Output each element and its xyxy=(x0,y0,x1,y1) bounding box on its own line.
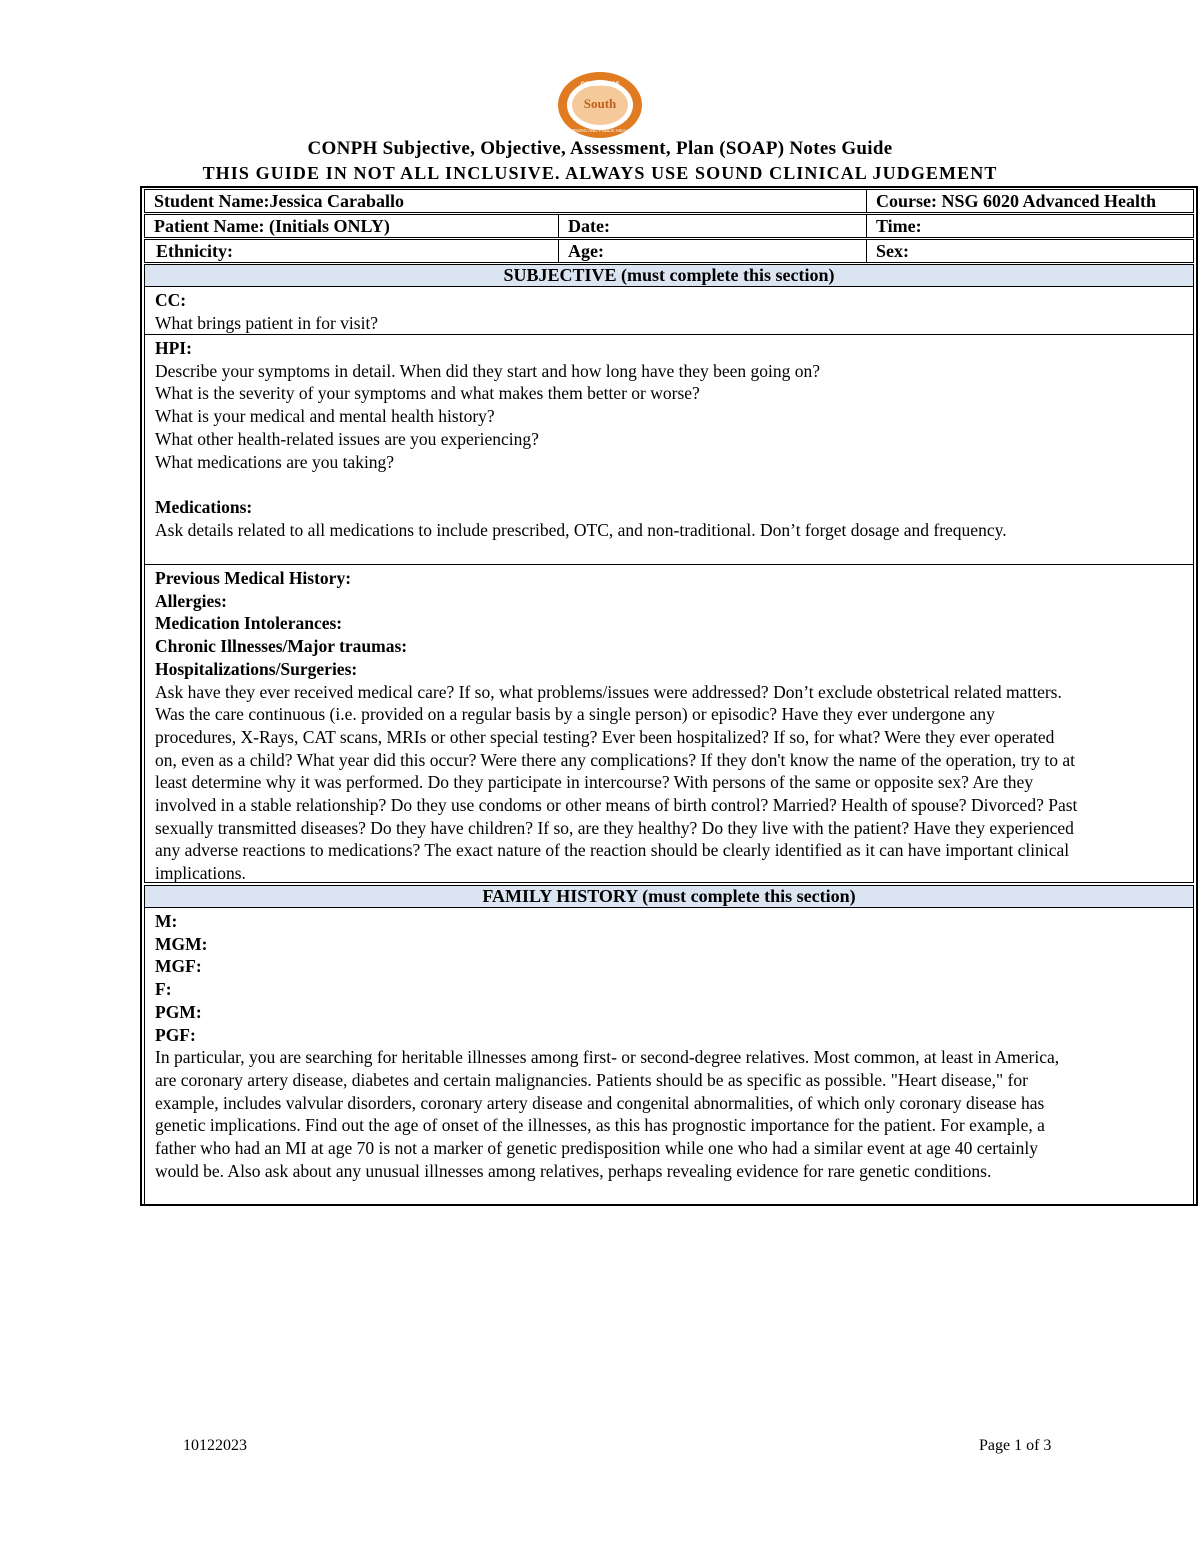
family-line: In particular, you are searching for heritable illnesses among first- or second-degree relatives. Most common, at least in America, xyxy=(155,1047,1060,1068)
footer-page-number: Page 1 of 3 xyxy=(979,1437,1052,1454)
age-field[interactable]: Age: xyxy=(558,240,866,262)
cc-section[interactable] xyxy=(144,287,1194,335)
cc-text: What brings patient in for visit? xyxy=(155,312,379,333)
hpi-line: What medications are you taking? xyxy=(155,451,395,472)
pmh-label: Previous Medical History: xyxy=(155,568,352,588)
pmh-line: least determine why it was performed. Do they participate in intercourse? With persons of the same or opposite sex? Are they xyxy=(155,772,1034,793)
pmh-line: involved in a stable relationship? Do they use condoms or other means of birth control? Married? Health of spouse? Divorced? Past xyxy=(155,795,1078,816)
ethnicity-field[interactable]: Ethnicity: xyxy=(156,241,234,261)
pmh-line: any adverse reactions to medications? The exact nature of the reaction should be clearly identified as it can have important clinical xyxy=(155,840,1070,861)
logo-text-top: COLLEGE OF xyxy=(580,82,620,88)
page-title: CONPH Subjective, Objective, Assessment, Plan (SOAP) Notes Guide xyxy=(307,138,893,159)
pmh-line: on, even as a child? What year did this occur? Were there any complications? If they don't know the name of the operation, try to at xyxy=(155,749,1076,770)
footer-code: 10122023 xyxy=(183,1437,247,1454)
cc-label: CC: xyxy=(155,290,187,310)
medications-label: Medications: xyxy=(155,497,253,518)
mother-label: M: xyxy=(155,911,178,931)
pmh-line: Was the care continuous (i.e. provided on a regular basis by a single person) or episodic? Have they ever undergone any xyxy=(155,704,995,725)
intolerances-label: Medication Intolerances: xyxy=(155,613,343,634)
info-row-2 xyxy=(144,214,1194,238)
mgm-label: MGM: xyxy=(155,933,208,954)
logo-text-bottom: NURSING AND PUBLIC HEALTH xyxy=(566,128,634,133)
family-history-header: FAMILY HISTORY (must complete this section) xyxy=(144,885,1194,908)
time-field[interactable]: Time: xyxy=(866,215,1193,237)
hospitalizations-label: Hospitalizations/Surgeries: xyxy=(155,658,358,679)
student-name-field[interactable]: Student Name:Jessica Caraballo xyxy=(154,191,404,211)
hpi-label: HPI: xyxy=(155,338,192,358)
hpi-line: What is your medical and mental health history? xyxy=(155,406,495,427)
patient-name-field[interactable]: Patient Name: (Initials ONLY) xyxy=(154,216,390,236)
medical-history-section[interactable] xyxy=(144,565,1194,883)
subjective-header: SUBJECTIVE (must complete this section) xyxy=(144,264,1194,287)
family-history-section[interactable] xyxy=(144,908,1194,1204)
family-line: are coronary artery disease, diabetes and certain malignancies. Patients should be as specific as possible. "Heart disease," for xyxy=(155,1069,1028,1090)
college-logo xyxy=(555,70,645,140)
date-field[interactable]: Date: xyxy=(558,215,866,237)
hpi-line: Describe your symptoms in detail. When did they start and how long have they been going on? xyxy=(155,360,821,381)
sex-field[interactable]: Sex: xyxy=(866,240,1193,262)
pgf-label: PGF: xyxy=(155,1024,196,1045)
soap-form xyxy=(140,186,1198,1206)
hpi-line: What other health-related issues are you experiencing? xyxy=(155,428,539,449)
allergies-label: Allergies: xyxy=(155,590,227,611)
pmh-line: Ask have they ever received medical care? If so, what problems/issues were addressed? Don’t exclude obstetrical related matters. xyxy=(155,681,1062,702)
family-line: father who had an MI at age 70 is not a marker of genetic predisposition while one who had a similar event at age 40 certainly xyxy=(155,1138,1038,1159)
father-label: F: xyxy=(155,979,172,1000)
logo-text-center: South xyxy=(583,96,617,111)
pmh-line: sexually transmitted diseases? Do they have children? If so, are they healthy? Do they live with the patient? Have they experienced xyxy=(155,817,1074,838)
medications-text: Ask details related to all medications to include prescribed, OTC, and non-traditional. Don’t forget dosage and frequency. xyxy=(155,519,1007,540)
pmh-line: procedures, X-Rays, CAT scans, MRIs or other special testing? Ever been hospitalized? If so, for what? Were they ever operated xyxy=(155,726,1055,747)
info-row-3 xyxy=(144,239,1194,263)
pmh-line: implications. xyxy=(155,863,246,884)
hpi-section[interactable] xyxy=(144,335,1194,565)
page-subtitle: THIS GUIDE IN NOT ALL INCLUSIVE. ALWAYS USE SOUND CLINICAL JUDGEMENT xyxy=(202,163,998,183)
info-row-1 xyxy=(144,189,1194,213)
family-line: genetic implications. Find out the age of onset of the illnesses, as this has prognostic importance for the patient. For example, a xyxy=(155,1115,1045,1136)
family-line: example, includes valvular disorders, coronary artery disease and congenital abnormalities, of which only coronary disease has xyxy=(155,1092,1045,1113)
mgf-label: MGF: xyxy=(155,956,202,977)
course-field[interactable]: Course: NSG 6020 Advanced Health xyxy=(866,190,1193,212)
chronic-illnesses-label: Chronic Illnesses/Major traumas: xyxy=(155,636,408,657)
family-line: would be. Also ask about any unusual illnesses among relatives, perhaps revealing evidence for rare genetic conditions. xyxy=(155,1160,992,1181)
pgm-label: PGM: xyxy=(155,1001,202,1022)
hpi-line: What is the severity of your symptoms and what makes them better or worse? xyxy=(155,383,700,404)
